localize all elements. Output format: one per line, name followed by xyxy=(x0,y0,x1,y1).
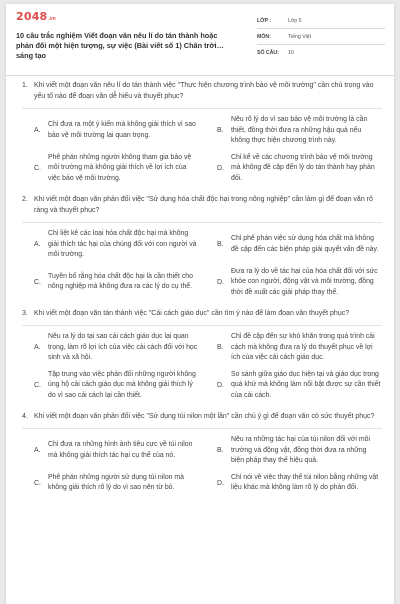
option-text: Chỉ đưa ra những hình ảnh tiêu cực về túi nilon mà không giải thích tác hại cụ thể của nó. xyxy=(48,441,193,459)
question-number: 1. xyxy=(22,82,28,89)
meta-value: 10 xyxy=(288,50,294,56)
question-number: 3. xyxy=(22,310,28,317)
option-text: Chỉ đưa ra một ý kiến mà không giải thích vì sao bảo vệ môi trường lại quan trọng. xyxy=(48,121,196,139)
option-letter: A. xyxy=(34,127,41,135)
option-text: Tập trung vào việc phản đối những người không ủng hộ cải cách giáo dục mà không giải thích lý do vì sao cải cách lại cần thiết. xyxy=(48,370,196,399)
option-text: Nêu ra lý do tại sao cải cách giáo dục lại quan trọng, làm rõ lợi ích của việc cải cách đối với học sinh và xã hội. xyxy=(48,333,198,361)
header-divider xyxy=(6,75,394,76)
question-text: Khi viết một đoạn văn tán thành việc "Cải cách giáo dục" cần tìm ý nào để làm đoạn văn thuyết phục? xyxy=(34,310,350,317)
meta-label: LỚP : xyxy=(257,17,272,24)
option-text: Chỉ nói về việc thay thế túi nilon bằng những vật liệu khác mà không làm rõ lý do phản đối. xyxy=(231,473,379,491)
logo-domain: .vn xyxy=(48,16,56,22)
option-letter: C. xyxy=(34,278,41,286)
answer-option[interactable] xyxy=(217,332,398,364)
option-text: Chỉ liệt kê các loại hóa chất độc hại mà không giải thích tác hại của chúng đối với con người và môi trường. xyxy=(48,230,197,258)
option-text: Chỉ kể về các chương trình bảo vệ môi trường mà không đề cập đến lý do tán thành hay phản đối. xyxy=(231,153,375,182)
answer-option[interactable] xyxy=(34,267,215,299)
answer-options xyxy=(34,332,382,401)
answer-option[interactable] xyxy=(34,229,215,261)
option-text: Phê phán những người sử dụng túi nilon mà không giải thích rõ lý do vì sao nên từ bỏ. xyxy=(48,473,184,491)
option-letter: A. xyxy=(34,344,41,352)
page-title: 10 câu trắc nghiệm Viết đoạn văn nêu lí do tán thành hoặc phản đối một hiện tượng, sự việc (Bài viết số 1) Chân trời sáng tạo xyxy=(16,31,218,60)
option-text: Nêu rõ lý do vì sao bảo vệ môi trường là cần thiết, đồng thời đưa ra những hậu quả nếu không thực hiện chương trình này. xyxy=(231,116,368,144)
question-number: 4. xyxy=(22,413,28,420)
question-list xyxy=(6,80,394,504)
question-item xyxy=(6,80,394,184)
question-text: Khi viết một đoạn văn phản đối việc "Sử dụng túi nilon một lần" cần chú ý gì để đoạn văn có sức thuyết phục? xyxy=(34,413,375,420)
option-letter: B. xyxy=(217,344,224,352)
answer-option[interactable] xyxy=(217,229,398,261)
meta-table xyxy=(257,13,385,61)
option-text: Tuyên bố rằng hóa chất độc hại là cần thiết cho nông nghiệp mà không đưa ra các lý do cụ thể. xyxy=(48,272,193,291)
answer-options xyxy=(34,115,382,184)
question-separator xyxy=(22,222,382,223)
question-item xyxy=(6,411,394,494)
meta-value: Tiếng Việt xyxy=(288,33,312,40)
option-letter: D. xyxy=(217,381,224,389)
question-separator xyxy=(22,108,382,109)
page-header xyxy=(6,4,394,64)
answer-option[interactable] xyxy=(34,115,215,147)
answer-options xyxy=(34,435,382,494)
option-text: Chỉ đề cập đến sự khó khăn trong quá trình cải cách mà không đưa ra lý do thuyết phục về lợi ích của việc cải cách giáo dục. xyxy=(231,333,375,361)
answer-option[interactable] xyxy=(34,370,215,402)
answer-option[interactable] xyxy=(217,115,398,147)
meta-row xyxy=(257,13,385,29)
meta-label: MÔN: xyxy=(257,33,271,40)
answer-option[interactable] xyxy=(34,332,215,364)
meta-row xyxy=(257,29,385,45)
option-letter: A. xyxy=(34,447,41,455)
option-text: Chỉ phê phán việc sử dụng hóa chất mà không đề cập đến các biện pháp giải quyết vấn đề này. xyxy=(231,235,379,253)
option-text: Đưa ra lý do về tác hại của hóa chất đối với sức khỏe con người, động vật và môi trường, đồng thời đề xuất các giải pháp thay thế. xyxy=(231,267,378,296)
option-letter: C. xyxy=(34,164,41,172)
answer-option[interactable] xyxy=(217,473,398,494)
option-letter: C. xyxy=(34,381,41,389)
answer-options xyxy=(34,229,382,298)
logo-text: 2048 xyxy=(16,10,48,23)
question-item xyxy=(6,308,394,401)
question-number: 2. xyxy=(22,196,28,203)
meta-value: Lớp 5 xyxy=(288,17,302,24)
worksheet-page xyxy=(6,4,394,604)
answer-option[interactable] xyxy=(34,435,215,467)
question-text: Khi viết một đoạn văn phản đối việc "Sử dụng hóa chất độc hại trong nông nghiệp" cần làm gì để đoạn văn rõ ràng và thuyết phục? xyxy=(34,196,373,214)
option-letter: B. xyxy=(217,127,224,135)
question-separator xyxy=(22,428,382,429)
option-text: Phê phán những người không tham gia bảo vệ môi trường mà không giải thích về lợi ích của việc bảo vệ môi trường. xyxy=(48,153,192,182)
answer-option[interactable] xyxy=(217,153,398,185)
answer-option[interactable] xyxy=(34,153,215,185)
question-text: Khi viết một đoạn văn nêu lí do tán thành việc "Thực hiện chương trình bảo vệ môi trường" cần chú trọng vào yếu tố nào để đoạn văn dễ hiểu và thuyết phục? xyxy=(34,82,374,100)
option-letter: A. xyxy=(34,241,41,249)
option-letter: D. xyxy=(217,278,224,286)
answer-option[interactable] xyxy=(217,267,398,299)
meta-row xyxy=(257,45,385,61)
option-letter: B. xyxy=(217,241,224,249)
question-separator xyxy=(22,325,382,326)
option-letter: D. xyxy=(217,164,224,172)
option-text: Nêu ra những tác hại của túi nilon đối với môi trường và động vật, đồng thời đưa ra những biện pháp thay thế hiệu quả. xyxy=(231,436,370,464)
question-item xyxy=(6,194,394,298)
option-letter: D. xyxy=(217,479,224,487)
answer-option[interactable] xyxy=(217,370,398,402)
option-letter: C. xyxy=(34,479,41,487)
answer-option[interactable] xyxy=(217,435,398,467)
option-text: So sánh giữa giáo dục hiện tại và giáo dục trong quá khứ mà không làm nổi bật được sự cần thiết của cải cách. xyxy=(231,370,381,399)
meta-label: SỐ CÂU: xyxy=(257,50,279,56)
option-letter: B. xyxy=(217,447,224,455)
answer-option[interactable] xyxy=(34,473,215,494)
